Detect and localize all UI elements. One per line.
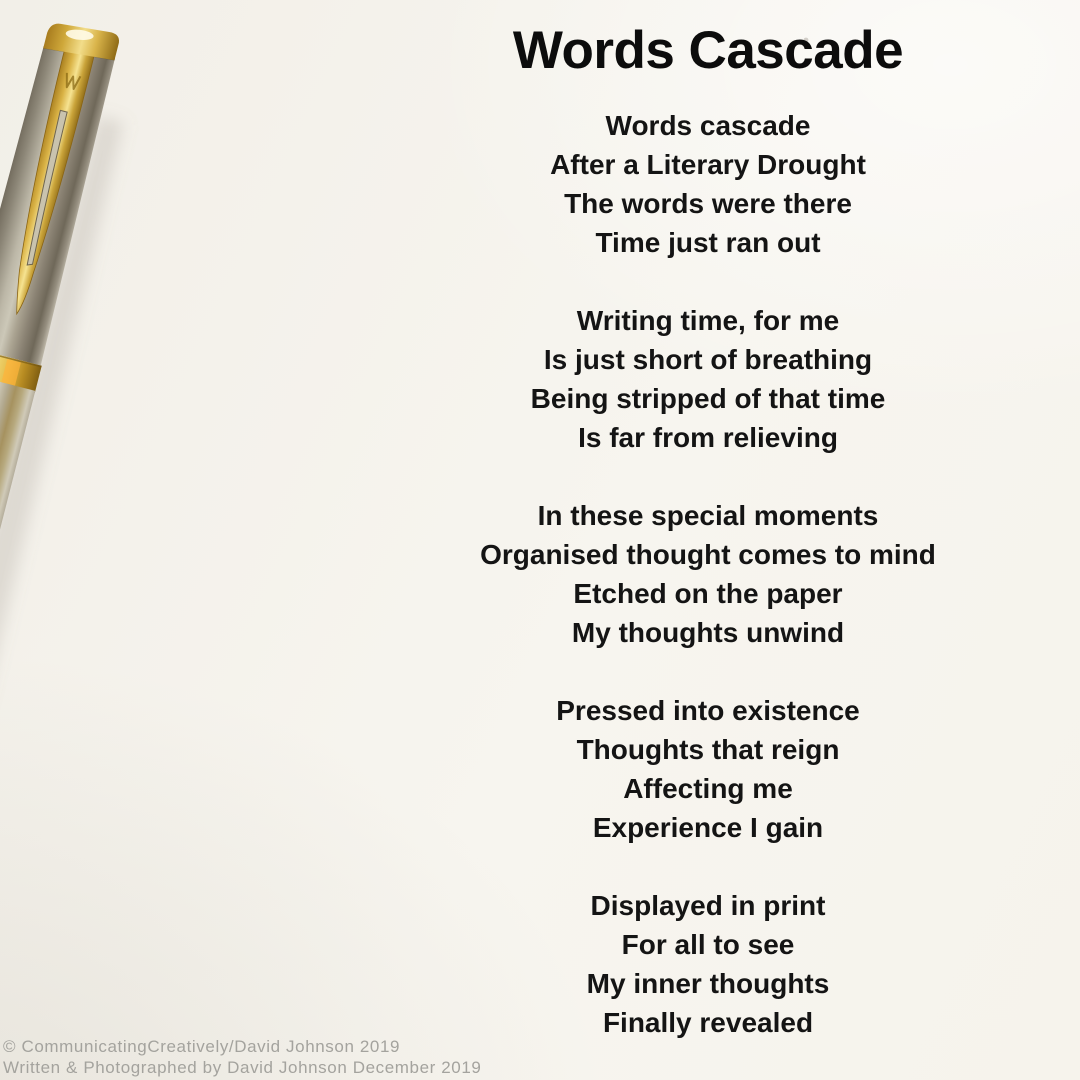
poem-stanza [338, 496, 1078, 652]
poem-line: Experience I gain [592, 812, 824, 843]
poem-line: Time just ran out [595, 227, 821, 258]
poem-line: Organised thought comes to mind [480, 539, 936, 570]
page-title: Words Cascade [512, 21, 904, 80]
poem-line: Is just short of breathing [543, 344, 873, 375]
poem-line: Displayed in print [590, 890, 826, 921]
poem-line: Pressed into existence [556, 695, 860, 726]
poem-line: Finally revealed [602, 1007, 814, 1038]
poem-line: Thoughts that reign [576, 734, 840, 765]
credit-line: Written & Photographed by David Johnson December 2019 [3, 1058, 482, 1077]
poem-line: Being stripped of that time [530, 383, 886, 414]
poem-line: My thoughts unwind [571, 617, 845, 648]
poem-stanza [338, 301, 1078, 457]
poem-line: My inner thoughts [586, 968, 830, 999]
poem-stanza [338, 691, 1078, 847]
poem-line: Etched on the paper [573, 578, 843, 609]
poem-line: After a Literary Drought [550, 149, 866, 180]
poem-line: The words were there [564, 188, 852, 219]
poem-stanza [338, 886, 1078, 1042]
copyright-line: © CommunicatingCreatively/David Johnson 2019 [3, 1037, 401, 1056]
poem-line: Is far from relieving [578, 422, 838, 453]
poem-line: Affecting me [623, 773, 793, 804]
title-spacer [338, 82, 1078, 106]
poem-line: Words cascade [605, 110, 811, 141]
poem-line: Writing time, for me [576, 305, 840, 336]
poem-column [338, 20, 1078, 1042]
poem-line: For all to see [621, 929, 795, 960]
footer [3, 1036, 481, 1078]
poem-line: In these special moments [537, 500, 879, 531]
poem-stanza [338, 106, 1078, 262]
